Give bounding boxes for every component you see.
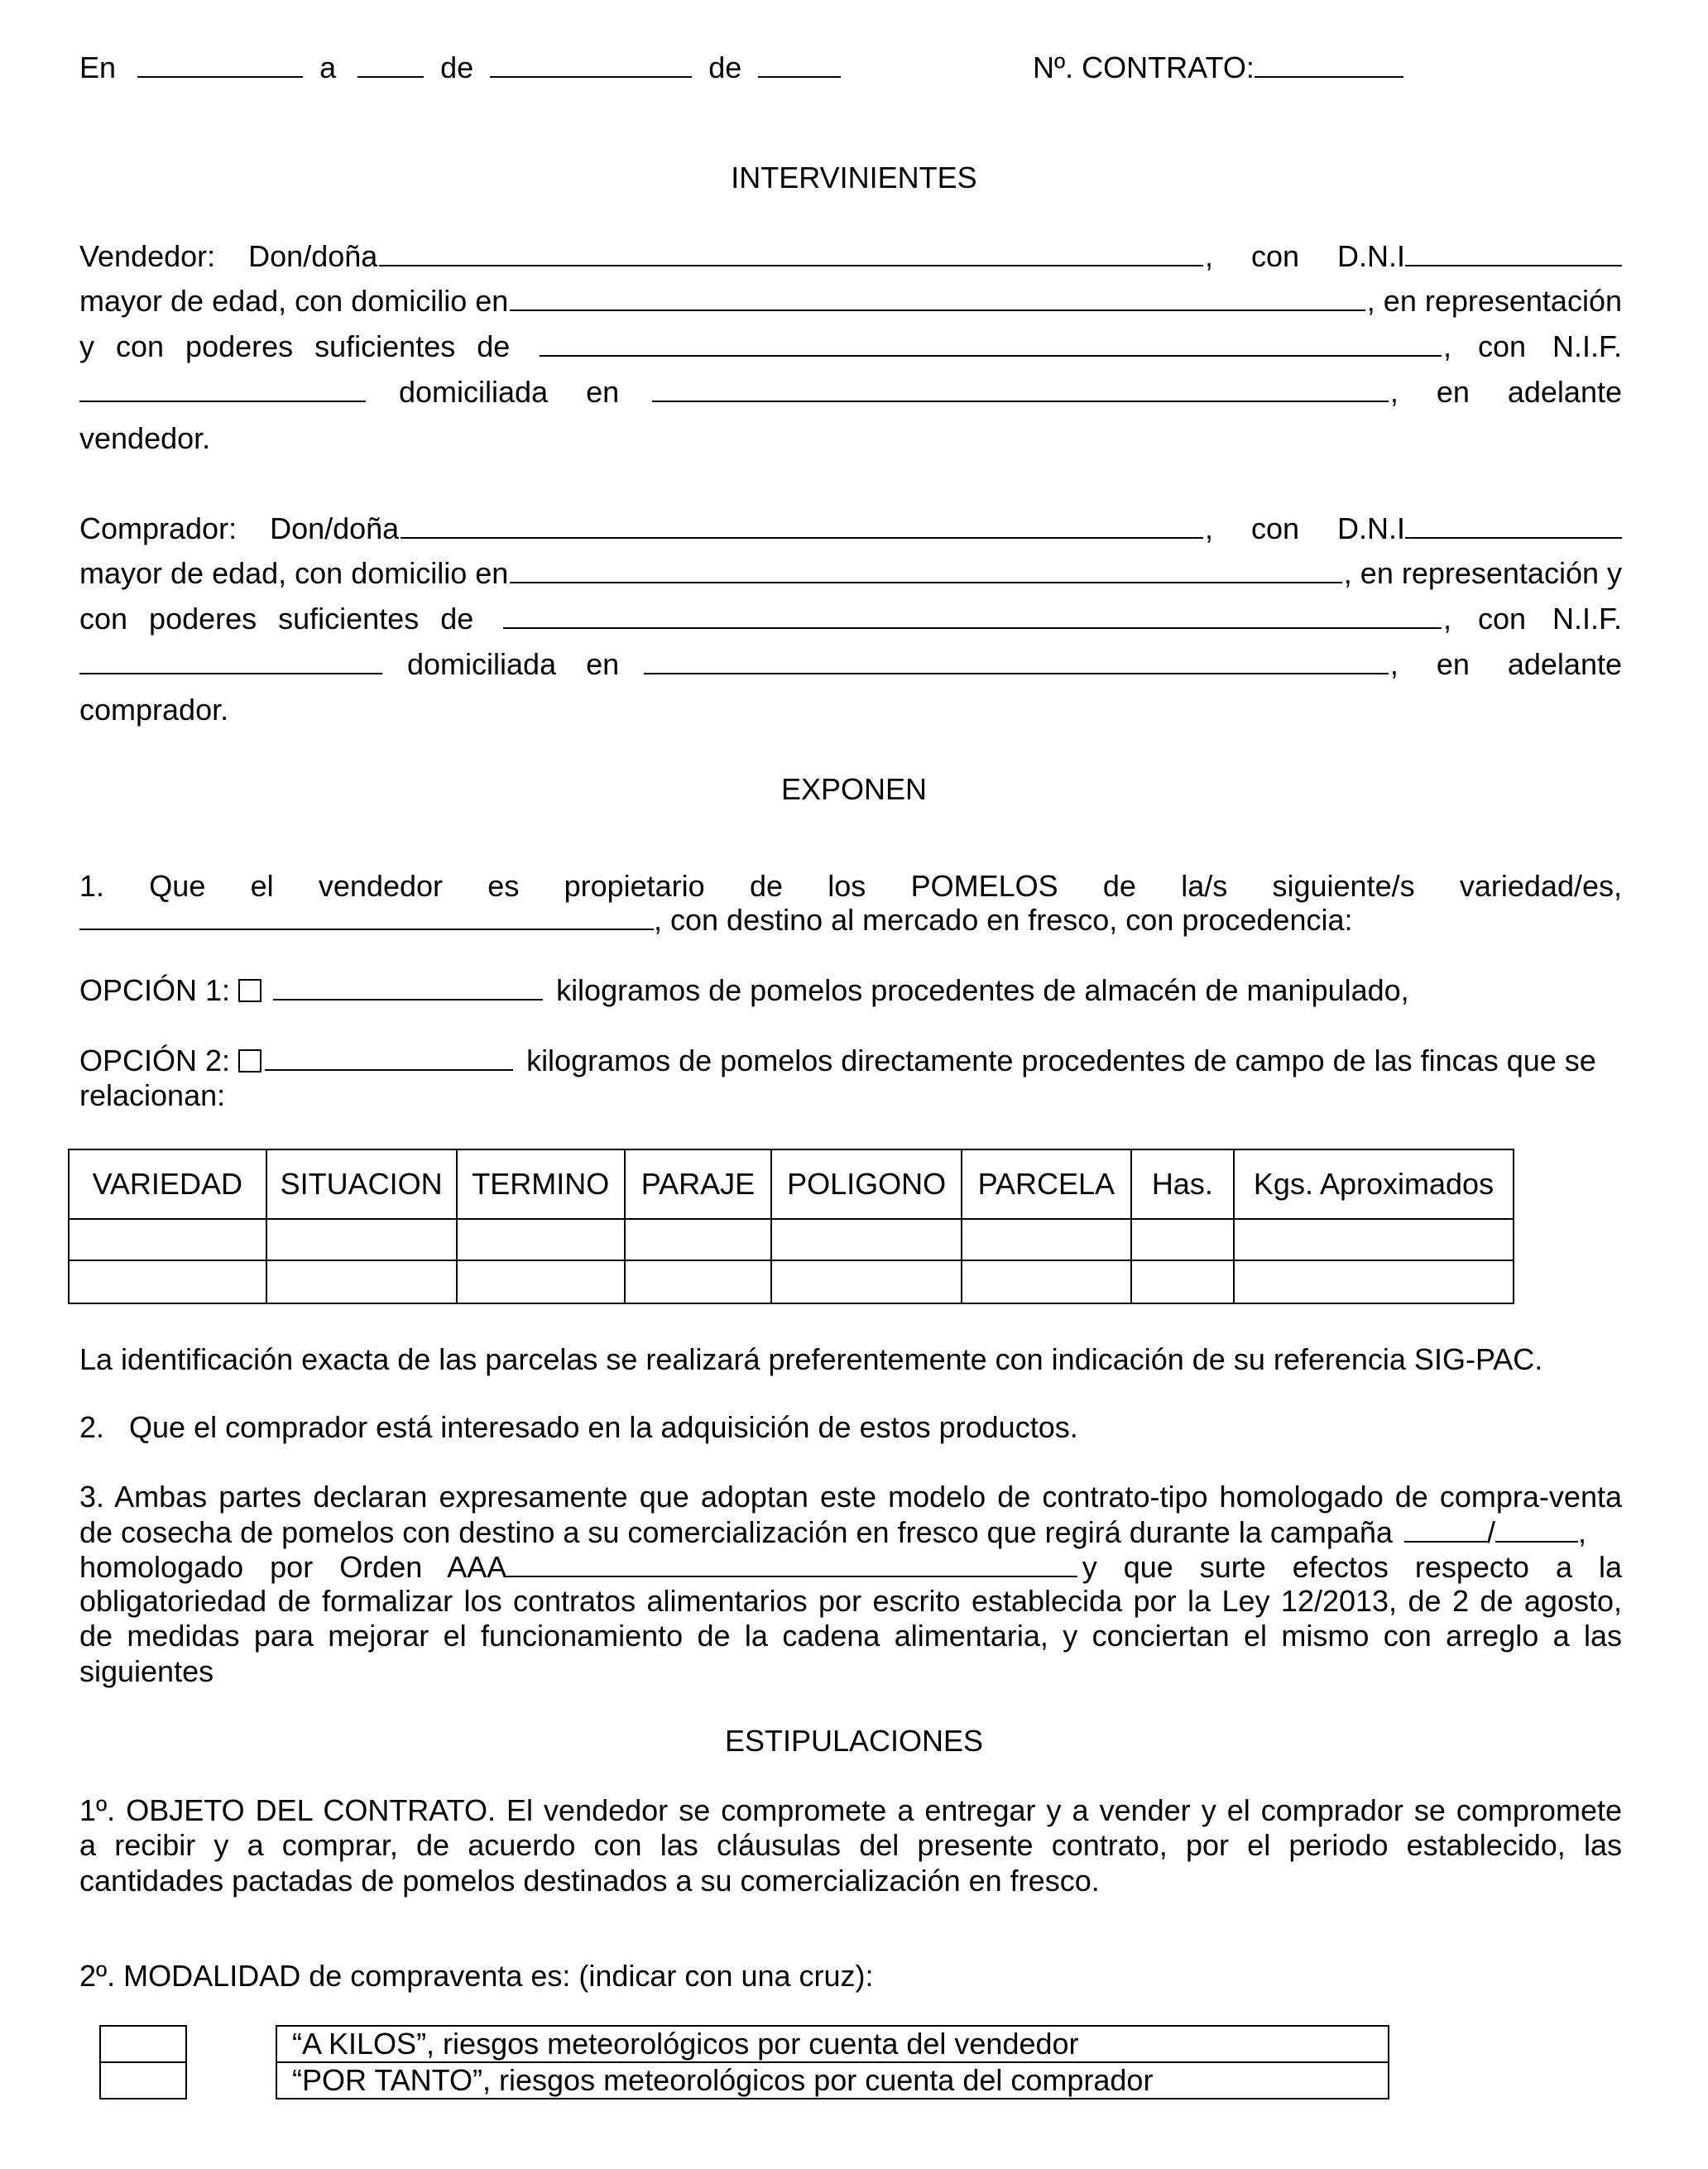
exponen-2: 2. Que el comprador está interesado en la adquisición de estos productos.	[79, 1410, 1078, 1444]
parcelas-header-row	[69, 1149, 1514, 1219]
exponen-1-line-2	[79, 902, 1622, 938]
comprador-domicilio-field[interactable]	[510, 557, 1342, 583]
sigpac-note: La identificación exacta de las parcelas se realizará preferentemente con indicación de su referencia SIG-PAC.	[79, 1342, 1543, 1376]
vendedor-domicilio-label: mayor de edad, con domicilio en	[79, 284, 509, 318]
variedades-field[interactable]	[79, 904, 654, 930]
anio-field[interactable]	[758, 51, 841, 78]
comprador-line-2	[79, 555, 1622, 592]
modalidad-kilos-label: “A KILOS”, riesgos meteorológicos por cuenta del vendedor	[276, 2026, 1389, 2062]
exponen-3-campana-text: de cosecha de pomelos con destino a su comercialización en fresco que regirá durante la campaña	[79, 1515, 1393, 1549]
comprador-domicilio-label: mayor de edad, con domicilio en	[79, 556, 509, 590]
comprador-domiciliada-field[interactable]	[644, 648, 1389, 674]
exponen-3-efectos: y que surte efectos respecto a la	[1082, 1550, 1622, 1584]
table-cell[interactable]	[266, 1219, 457, 1260]
vendedor-nif: , con N.I.F.	[1442, 329, 1622, 363]
table-cell[interactable]	[1234, 1219, 1514, 1260]
table-cell[interactable]	[771, 1260, 962, 1303]
table-cell[interactable]	[69, 1219, 266, 1260]
modalidad-tanto-checkbox[interactable]	[100, 2062, 186, 2099]
vendedor-line-4	[79, 374, 1622, 410]
contrato-number	[1033, 50, 1403, 86]
exponen-1-destino: , con destino al mercado en fresco, con procedencia:	[654, 903, 1353, 937]
opcion-1-checkbox[interactable]	[238, 979, 261, 1002]
campana-slash: /	[1486, 1515, 1495, 1549]
header-poligono: POLIGONO	[771, 1149, 962, 1219]
vendedor-nif-field[interactable]	[79, 376, 366, 402]
table-cell[interactable]	[457, 1219, 625, 1260]
comprador-nif: , con N.I.F.	[1442, 602, 1622, 636]
comprador-poderes-field[interactable]	[503, 602, 1442, 629]
contrato-field[interactable]	[1255, 51, 1403, 78]
mes-field[interactable]	[490, 51, 692, 78]
header-termino: TERMINO	[457, 1149, 625, 1219]
campana-anio-2-field[interactable]	[1495, 1516, 1578, 1543]
header-situacion: SITUACION	[266, 1149, 457, 1219]
vendedor-line-3	[79, 329, 1622, 365]
vendedor-representacion: , en representación	[1366, 284, 1622, 318]
header-kgs-aproximados: Kgs. Aproximados	[1234, 1149, 1514, 1219]
opcion-1-line	[79, 972, 1409, 1009]
contrato-label: Nº. CONTRATO:	[1033, 50, 1255, 84]
header-paraje: PARAJE	[625, 1149, 772, 1219]
table-cell[interactable]	[1234, 1260, 1514, 1303]
comprador-nombre-field[interactable]	[401, 512, 1203, 539]
parcelas-table	[68, 1149, 1514, 1304]
opcion-2-checkbox[interactable]	[238, 1049, 261, 1073]
heading-exponen: EXPONEN	[780, 772, 928, 806]
table-cell[interactable]	[266, 1260, 457, 1303]
comprador-line-4	[79, 646, 1622, 683]
opcion-1-text: kilogramos de pomelos procedentes de almacén de manipulado,	[556, 973, 1409, 1007]
table-cell[interactable]	[1131, 1260, 1234, 1303]
orden-aaa-field[interactable]	[506, 1551, 1077, 1577]
modalidad-checkbox-table	[99, 2025, 187, 2099]
exponen-3-orden: homologado por Orden AAA	[79, 1550, 507, 1584]
estipulacion-1-line-1: 1º. OBJETO DEL CONTRATO. El vendedor se compromete a entregar y a vender y el comprador se compromete	[79, 1793, 1622, 1827]
opcion-2-line	[79, 1043, 1596, 1079]
vendedor-poderes-field[interactable]	[540, 330, 1442, 357]
vendedor-nombre-field[interactable]	[379, 240, 1203, 266]
header-en: En	[79, 50, 117, 84]
comprador-adelante: , en adelante	[1389, 647, 1622, 681]
estipulacion-2: 2º. MODALIDAD de compraventa es: (indicar con una cruz):	[79, 1959, 874, 1993]
comma: ,	[1577, 1515, 1586, 1549]
opcion-2-label: OPCIÓN 2:	[79, 1044, 231, 1077]
table-cell[interactable]	[1131, 1219, 1234, 1260]
lugar-field[interactable]	[137, 51, 303, 78]
estipulacion-1-line-2: a recibir y a comprar, de acuerdo con las cláusulas del presente contrato, por el periodo establecido, las	[79, 1828, 1622, 1862]
estipulacion-1-line-3: cantidades pactadas de pomelos destinados a su comercialización en fresco.	[79, 1864, 1100, 1898]
heading-intervinientes: INTERVINIENTES	[731, 161, 977, 194]
exponen-3-line-4: obligatoriedad de formalizar los contratos alimentarios por escrito establecida por la Ley 12/2013, de 2 de agosto,	[79, 1584, 1622, 1618]
table-cell[interactable]	[625, 1260, 772, 1303]
vendedor-line-2	[79, 283, 1622, 319]
exponen-3-line-2	[79, 1514, 1622, 1551]
vendedor-don: Don/doña	[248, 239, 378, 273]
exponen-3-line-1: 3. Ambas partes declaran expresamente que adoptan este modelo de contrato-tipo homologado de compra-venta	[79, 1480, 1622, 1514]
vendedor-con-dni: , con D.N.I	[1204, 239, 1405, 273]
exponen-1-line-1: 1. Que el vendedor es propietario de los POMELOS de la/s siguiente/s variedad/es,	[79, 869, 1622, 903]
opcion-2-text-2: relacionan:	[79, 1078, 226, 1112]
modalidad-options-table	[276, 2025, 1389, 2099]
vendedor-label: Vendedor:	[79, 239, 216, 273]
table-cell[interactable]	[457, 1260, 625, 1303]
table-cell[interactable]	[625, 1219, 772, 1260]
comprador-dni-field[interactable]	[1405, 512, 1622, 539]
comprador-label: Comprador:	[79, 511, 237, 545]
exponen-3-line-5: de medidas para mejorar el funcionamiento de la cadena alimentaria, y conciertan el mismo con arreglo a las	[79, 1619, 1622, 1653]
vendedor-adelante: , en adelante	[1389, 375, 1622, 409]
vendedor-dni-field[interactable]	[1405, 240, 1622, 266]
header-has: Has.	[1131, 1149, 1234, 1219]
vendedor-domiciliada-field[interactable]	[652, 376, 1389, 402]
opcion-2-text: kilogramos de pomelos directamente procedentes de campo de las fincas que se	[526, 1044, 1596, 1077]
opcion-1-kilos-field[interactable]	[273, 974, 543, 1001]
opcion-2-kilos-field[interactable]	[265, 1044, 513, 1071]
exponen-3-line-6: siguientes	[79, 1654, 214, 1688]
header-parcela: PARCELA	[962, 1149, 1131, 1219]
comprador-nif-field[interactable]	[79, 648, 382, 674]
modalidad-tanto-label: “POR TANTO”, riesgos meteorológicos por cuenta del comprador	[276, 2062, 1389, 2099]
comprador-con-dni: , con D.N.I	[1204, 511, 1405, 545]
header-line	[79, 50, 841, 86]
opcion-1-label: OPCIÓN 1:	[79, 973, 231, 1007]
comprador-domiciliada: domiciliada en	[407, 647, 620, 681]
vendedor-rol: vendedor.	[79, 421, 211, 455]
header-de1: de	[440, 50, 474, 84]
modalidad-kilos-checkbox[interactable]	[100, 2026, 186, 2062]
dia-field[interactable]	[357, 51, 424, 78]
table-row	[69, 1219, 1514, 1260]
campana-anio-1-field[interactable]	[1404, 1516, 1487, 1543]
comprador-line-3	[79, 601, 1622, 637]
table-cell[interactable]	[69, 1260, 266, 1303]
table-row	[69, 1260, 1514, 1303]
comprador-representacion: , en representación y	[1343, 556, 1622, 590]
vendedor-domicilio-field[interactable]	[510, 285, 1365, 311]
vendedor-line-1	[79, 238, 1622, 275]
comprador-don: Don/doña	[270, 511, 400, 545]
header-de2: de	[708, 50, 742, 84]
header-a: a	[319, 50, 337, 84]
comprador-line-1	[79, 511, 1622, 547]
table-cell[interactable]	[962, 1219, 1131, 1260]
vendedor-domiciliada: domiciliada en	[399, 375, 620, 409]
comprador-rol: comprador.	[79, 693, 229, 727]
comprador-poderes: con poderes suficientes de	[79, 602, 474, 636]
vendedor-poderes: y con poderes suficientes de	[79, 329, 511, 363]
table-cell[interactable]	[962, 1260, 1131, 1303]
heading-estipulaciones: ESTIPULACIONES	[724, 1724, 984, 1758]
table-cell[interactable]	[771, 1219, 962, 1260]
header-variedad: VARIEDAD	[69, 1149, 266, 1219]
exponen-3-line-3	[79, 1549, 1622, 1586]
